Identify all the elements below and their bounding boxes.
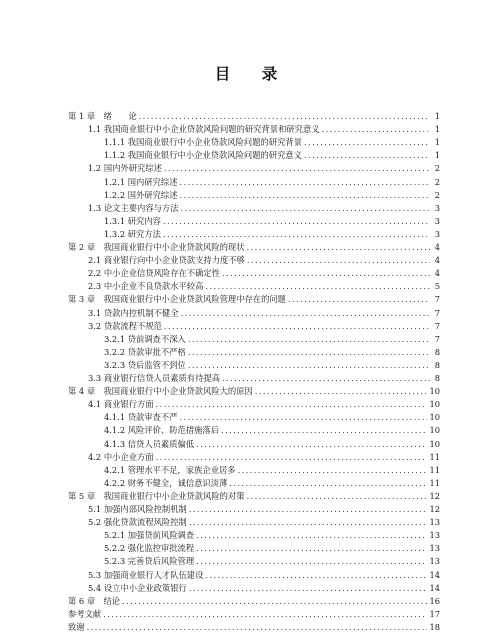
dot-leader — [221, 424, 427, 436]
toc-entry-page: 2 — [434, 163, 440, 174]
dot-leader — [255, 385, 428, 397]
toc-entry[interactable] — [88, 162, 440, 174]
toc-entry-title: 1.2.1 国内研究综述 — [104, 176, 178, 187]
toc-entry[interactable] — [104, 215, 440, 227]
toc-entry-title: 5.4 设立中小企业政策银行 — [88, 582, 187, 593]
toc-entry[interactable] — [68, 608, 440, 620]
toc-entry[interactable] — [68, 490, 440, 502]
toc-entry-title: 3.1 贷款内控机制不健全 — [88, 307, 179, 318]
toc-entry-page: 13 — [429, 556, 440, 567]
toc-entry-title: 1.2.2 国外研究综述 — [104, 189, 178, 200]
dot-leader — [196, 555, 427, 567]
toc-entry-page: 13 — [429, 517, 440, 528]
toc-entry-page: 10 — [429, 438, 440, 449]
toc-entry[interactable] — [104, 333, 440, 345]
toc-entry[interactable] — [88, 582, 440, 594]
toc-entry-page: 5 — [434, 281, 440, 292]
toc-entry-page: 11 — [429, 451, 440, 462]
toc-entry-page: 10 — [429, 399, 440, 410]
toc-entry[interactable] — [104, 464, 440, 476]
dot-leader — [222, 267, 430, 279]
dot-leader — [196, 438, 427, 450]
toc-entry-page: 1 — [434, 150, 440, 161]
toc-entry-title: 1.3.2 研究方法 — [104, 228, 161, 239]
toc-entry[interactable] — [88, 398, 440, 410]
toc-entry[interactable] — [104, 228, 440, 240]
toc-entry[interactable] — [88, 503, 440, 515]
toc-entry-title: 4.2 中小企业方面 — [88, 451, 154, 462]
toc-entry[interactable] — [104, 189, 440, 201]
toc-entry-title: 1.1.2 我国商业银行中小企业贷款风险问题的研究意义 — [104, 150, 302, 161]
toc-entry-title: 3.2.1 贷前调查不深入 — [104, 333, 186, 344]
toc-entry-page: 13 — [429, 530, 440, 541]
toc-entry[interactable] — [88, 451, 440, 463]
toc-entry[interactable] — [68, 293, 440, 305]
dot-leader — [122, 595, 427, 607]
toc-entry[interactable] — [104, 411, 440, 423]
toc-entry-page: 11 — [429, 477, 440, 488]
toc-entry-title: 第 4 章 我国商业银行中小企业贷款风险大的原因 — [68, 386, 253, 397]
dot-leader — [247, 254, 430, 266]
dot-leader — [188, 359, 430, 371]
dot-leader — [189, 503, 428, 515]
toc-entry-page: 2 — [434, 189, 440, 200]
toc-entry-page: 10 — [429, 412, 440, 423]
toc-entry-title: 3.2 贷款流程不规范 — [88, 320, 162, 331]
dot-leader — [181, 202, 430, 214]
dot-leader — [322, 123, 430, 135]
dot-leader — [205, 280, 430, 292]
toc-entry[interactable] — [104, 359, 440, 371]
toc-entry[interactable] — [104, 149, 440, 161]
toc-entry-title: 4.2.2 财务不健全，诚信意识淡薄 — [104, 477, 228, 488]
toc-entry-title: 5.2 强化贷款流程风险控制 — [88, 517, 187, 528]
dot-leader — [156, 398, 428, 410]
toc-entry-page: 4 — [434, 268, 440, 279]
toc-entry-title: 4.2.1 管理水平不足，家族企业居多 — [104, 464, 236, 475]
dot-leader — [164, 320, 430, 332]
dot-leader — [229, 477, 427, 489]
toc-entry-title: 第 3 章 我国商业银行中小企业贷款风险管理中存在的问题 — [68, 294, 286, 305]
toc-entry[interactable] — [68, 595, 440, 607]
dot-leader — [304, 149, 430, 161]
toc-entry-page: 3 — [434, 215, 440, 226]
toc-entry-title: 4.1.1 贷款审查不严 — [104, 412, 178, 423]
dot-leader — [103, 608, 427, 620]
toc-entry[interactable] — [68, 241, 440, 253]
toc-entry-page: 8 — [434, 373, 440, 383]
toc-entry-page: 11 — [429, 464, 440, 475]
toc-entry-title: 5.2.1 加强贷前风险调查 — [104, 530, 195, 541]
dot-leader — [247, 490, 428, 502]
toc-entry-page: 10 — [429, 425, 440, 436]
toc-entry-page: 14 — [429, 582, 440, 593]
toc-entry-page: 3 — [434, 228, 440, 239]
toc-entry[interactable] — [104, 529, 440, 541]
toc-entry-title: 2.3 中小企业不良贷款水平较高 — [88, 281, 204, 292]
toc-entry-title: 4.1 商业银行方面 — [88, 399, 154, 410]
toc-entry-page: 4 — [434, 255, 440, 266]
toc-entry-page: 7 — [434, 294, 440, 305]
toc-entry-title: 致谢 — [68, 621, 85, 632]
toc-entry[interactable] — [68, 621, 440, 633]
toc-entry-page: 2 — [434, 176, 440, 187]
toc-entry-page: 1 — [434, 111, 440, 121]
dot-leader — [164, 162, 430, 174]
toc-entry[interactable] — [88, 254, 440, 266]
toc-entry-title: 第 1 章 绪 论 — [68, 111, 137, 121]
toc-entry-title: 5.2.3 完善贷后风险管理 — [104, 556, 195, 567]
dot-leader — [304, 136, 430, 148]
dot-leader — [247, 241, 431, 253]
toc-entry[interactable] — [88, 202, 440, 214]
toc-entry-title: 5.1 加强内部风险控制机制 — [88, 504, 187, 514]
dot-leader — [205, 569, 427, 581]
toc-entry-title: 5.3 加强商业银行人才队伍建设 — [88, 569, 204, 580]
toc-entry-title: 3.3 商业银行信贷人员素质有待提高 — [88, 373, 220, 383]
toc-entry[interactable] — [104, 438, 440, 450]
toc-entry-title: 3.2.3 贷后监管不到位 — [104, 359, 186, 370]
dot-leader — [163, 215, 430, 227]
toc-entry-title: 参考文献 — [68, 608, 102, 619]
toc-entry[interactable] — [88, 123, 440, 135]
toc-entry-title: 3.2.2 贷款审批不严格 — [104, 346, 186, 357]
toc-entry-page: 14 — [429, 569, 440, 580]
toc-entry-page: 1 — [434, 124, 440, 135]
dot-leader — [222, 372, 430, 384]
dot-leader — [180, 176, 430, 188]
toc-entry-page: 12 — [429, 504, 440, 514]
toc-entry-page: 3 — [434, 202, 440, 213]
toc-entry-page: 13 — [429, 543, 440, 554]
dot-leader — [188, 333, 430, 345]
toc-entry-page: 18 — [429, 621, 440, 632]
toc-entry-page: 17 — [429, 608, 440, 619]
toc-entry-title: 2.2 中小企业信贷风险存在不确定性 — [88, 268, 220, 279]
toc-entry[interactable] — [88, 307, 440, 319]
toc-title: 目 录 — [214, 64, 286, 83]
toc-entry-title: 第 6 章 结论 — [68, 595, 121, 606]
dot-leader — [188, 346, 430, 358]
dot-leader — [180, 189, 430, 201]
toc-entry-title: 4.1.3 信贷人员素质偏低 — [104, 438, 195, 449]
toc-entry-title: 4.1.2 风险评价、防范措施落后 — [104, 425, 220, 436]
dot-leader — [180, 411, 428, 423]
toc-entry[interactable] — [104, 542, 440, 554]
dot-leader — [163, 228, 430, 240]
dot-leader — [156, 451, 428, 463]
dot-leader — [139, 110, 430, 122]
toc-entry-title: 1.3.1 研究内容 — [104, 215, 161, 226]
toc-entry[interactable] — [88, 516, 440, 528]
toc-entry-title: 1.1.1 我国商业银行中小企业贷款风险问题的研究背景 — [104, 137, 302, 148]
toc-entry[interactable] — [88, 372, 440, 384]
dot-leader — [196, 542, 427, 554]
toc-entry[interactable] — [68, 385, 440, 397]
toc-entry-page: 12 — [429, 490, 440, 501]
toc-entry-page: 10 — [429, 386, 440, 397]
dot-leader — [181, 307, 430, 319]
dot-leader — [189, 582, 428, 594]
dot-leader — [189, 516, 428, 528]
toc-entry-title: 1.3 论文主要内容与方法 — [88, 202, 179, 213]
toc-entry-page: 4 — [434, 242, 440, 252]
toc-entry-page: 8 — [434, 346, 440, 357]
dot-leader — [87, 621, 428, 633]
dot-leader — [288, 293, 430, 305]
toc-entry[interactable] — [104, 346, 440, 358]
toc-entry[interactable] — [88, 320, 440, 332]
toc-entry-page: 8 — [434, 359, 440, 370]
toc-entry-page: 7 — [434, 307, 440, 318]
toc-entry[interactable] — [104, 424, 440, 436]
toc-entry[interactable] — [88, 280, 440, 292]
toc-entry-page: 1 — [434, 137, 440, 148]
toc-entry-title: 第 5 章 我国商业银行中小企业贷款风险的对策 — [68, 490, 245, 501]
toc-entry[interactable] — [88, 569, 440, 581]
toc-entry[interactable] — [104, 136, 440, 148]
toc-entry[interactable] — [104, 176, 440, 188]
toc-entry[interactable] — [104, 555, 440, 567]
toc-entry-title: 1.1 我国商业银行中小企业贷款风险问题的研究背景和研究意义 — [88, 124, 320, 135]
toc-entry[interactable] — [88, 267, 440, 279]
toc-entry[interactable] — [104, 477, 440, 489]
toc-entry-title: 2.1 商业银行向中小企业贷款支持力度不够 — [88, 255, 245, 266]
toc-entry-title: 5.2.2 强化监控审批流程 — [104, 543, 195, 554]
toc-entry-page: 7 — [434, 320, 440, 331]
toc-entry-page: 7 — [434, 333, 440, 344]
toc-entry-title: 1.2 国内外研究综述 — [88, 163, 162, 174]
toc-entry-title: 第 2 章 我国商业银行中小企业贷款风险的现状 — [68, 242, 245, 252]
toc-entry[interactable] — [68, 110, 440, 122]
dot-leader — [196, 529, 427, 541]
dot-leader — [238, 464, 428, 476]
toc-entry-page: 16 — [429, 595, 440, 606]
